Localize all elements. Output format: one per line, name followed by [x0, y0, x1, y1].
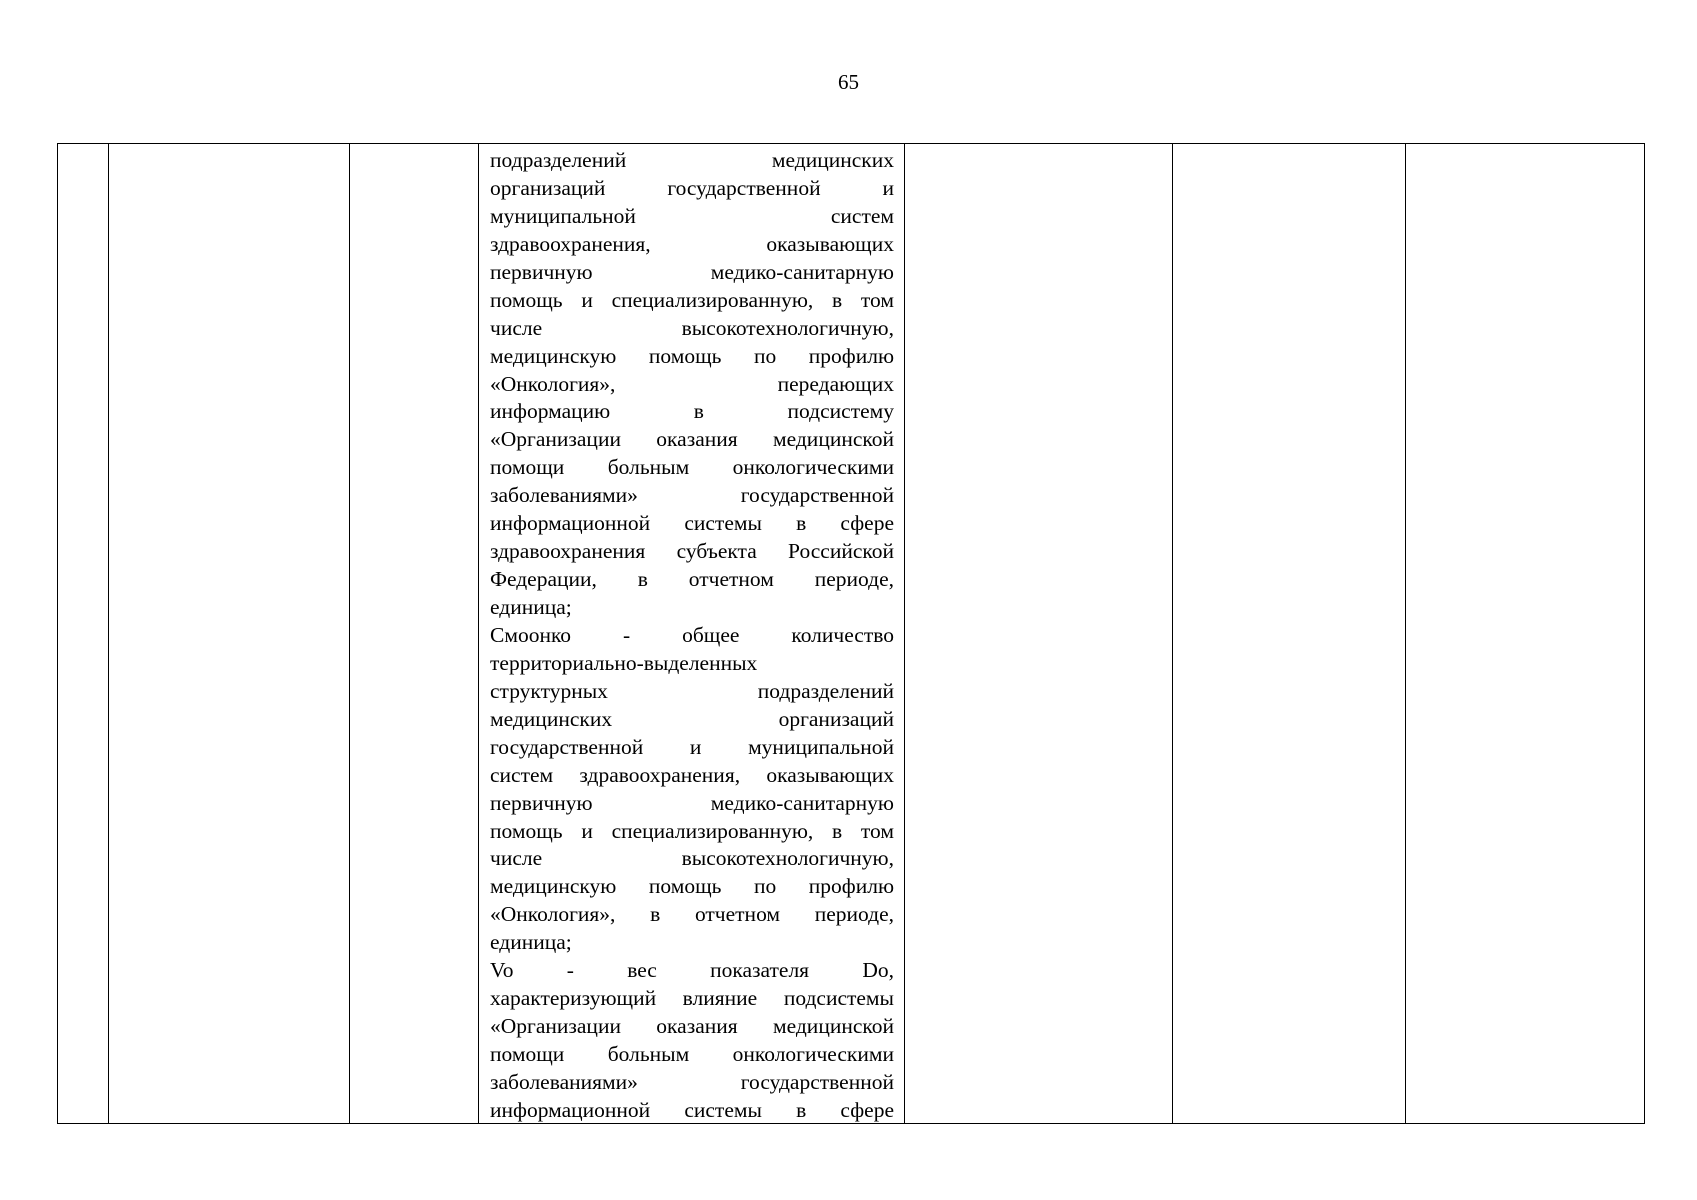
page-number: 65 — [838, 70, 859, 94]
description-line: числе высокотехнологичную, — [490, 846, 894, 871]
description-line: систем здравоохранения, оказывающих — [490, 762, 894, 787]
description-line: Vo - вес показателя Do, — [490, 958, 894, 983]
description-line: информационной системы в сфере — [490, 1097, 894, 1122]
description-line: помощь и специализированную, в том — [490, 287, 894, 312]
description-line: муниципальной систем — [490, 203, 894, 228]
table-cell-notes — [1406, 144, 1645, 1124]
description-line: «Организации оказания медицинской — [490, 427, 894, 452]
description-line: «Онкология», в отчетном периоде, — [490, 902, 894, 927]
description-line: заболеваниями» государственной — [490, 1069, 894, 1094]
description-line: характеризующий влияние подсистемы — [490, 986, 894, 1011]
table-cell-description — [479, 144, 905, 1124]
description-line: помощь и специализированную, в том — [490, 818, 894, 843]
description-line: первичную медико-санитарную — [490, 259, 894, 284]
description-line: «Организации оказания медицинской — [490, 1014, 894, 1039]
table-cell-name — [109, 144, 350, 1124]
description-line: информацию в подсистему — [490, 399, 894, 424]
table-cell-unit — [350, 144, 479, 1124]
description-line: заболеваниями» государственной — [490, 483, 894, 508]
table-row — [58, 144, 1645, 1124]
description-line: подразделений медицинских — [490, 148, 894, 172]
description-text — [479, 144, 904, 1123]
table-cell-source — [905, 144, 1173, 1124]
description-line: медицинских организаций — [490, 706, 894, 731]
description-line: «Онкология», передающих — [490, 371, 894, 396]
description-line: структурных подразделений — [490, 678, 894, 703]
description-line: организаций государственной и — [490, 175, 894, 200]
description-line: единица; — [490, 595, 572, 619]
description-line: помощи больным онкологическими — [490, 455, 894, 480]
description-line: Федерации, в отчетном периоде, — [490, 567, 894, 592]
description-line: Смоонко - общее количество — [490, 622, 894, 647]
description-line: первичную медико-санитарную — [490, 790, 894, 815]
description-line: числе высокотехнологичную, — [490, 315, 894, 340]
table-cell-responsible — [1173, 144, 1406, 1124]
description-line: здравоохранения субъекта Российской — [490, 539, 894, 564]
document-table — [57, 143, 1645, 1124]
description-line: территориально-выделенных — [490, 650, 758, 675]
description-line: медицинскую помощь по профилю — [490, 874, 894, 899]
table-cell-number — [58, 144, 109, 1124]
description-line: помощи больным онкологическими — [490, 1042, 894, 1066]
description-line: единица; — [490, 930, 572, 955]
description-line: информационной системы в сфере — [490, 511, 894, 536]
description-line: здравоохранения, оказывающих — [490, 231, 894, 256]
description-line: медицинскую помощь по профилю — [490, 343, 894, 368]
description-line: государственной и муниципальной — [490, 734, 894, 759]
